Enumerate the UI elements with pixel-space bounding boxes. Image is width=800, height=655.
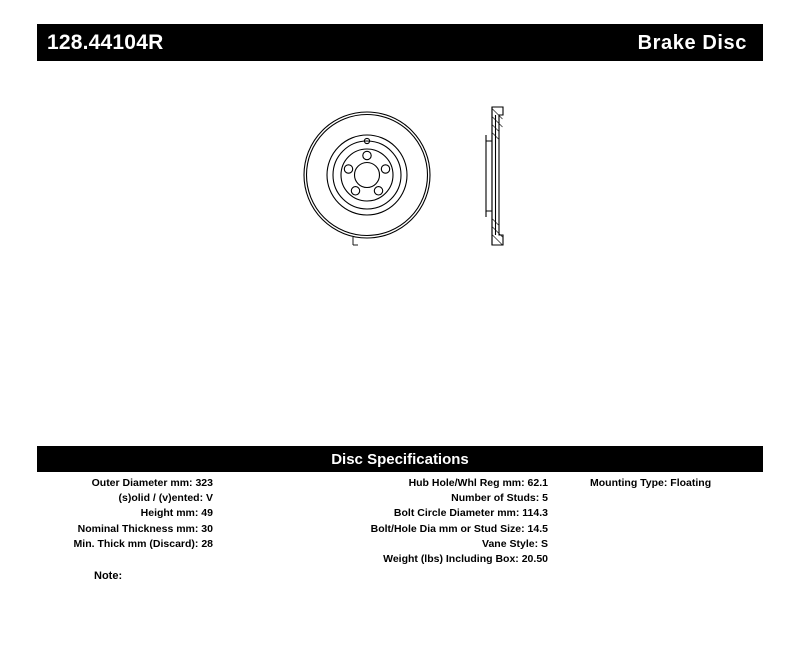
brake-disc-drawing: [287, 95, 577, 295]
spec-item: Hub Hole/Whl Reg mm: 62.1: [408, 477, 548, 489]
spec-item: Bolt Circle Diameter mm: 114.3: [393, 507, 548, 520]
spec-item: Number of Studs: 5: [451, 492, 548, 505]
spec-item: Min. Thick mm (Discard): 28: [73, 537, 213, 550]
spec-item: Weight (lbs) Including Box: 20.50: [383, 553, 548, 566]
spec-column-middle: [217, 476, 552, 567]
spec-item: Mounting Type: Floating: [590, 477, 712, 489]
header-bar: [37, 24, 763, 61]
spec-title-bar: [37, 446, 763, 472]
note-row: [37, 570, 763, 582]
part-number: 128.44104R: [47, 31, 164, 54]
technical-drawing-area: [37, 70, 763, 410]
spec-item: Outer Diameter mm: 323: [91, 477, 213, 489]
spec-column-left: [37, 476, 217, 567]
spec-column-right: [552, 476, 763, 567]
spec-item: (s)olid / (v)ented: V: [118, 492, 213, 505]
note-label: Note:: [94, 570, 123, 582]
spec-item: Nominal Thickness mm: 30: [77, 522, 213, 535]
spec-columns: [37, 476, 763, 567]
spec-item: Height mm: 49: [140, 507, 213, 520]
product-type-label: Brake Disc: [637, 31, 747, 54]
spec-item: Vane Style: S: [482, 537, 548, 550]
spec-title: Disc Specifications: [331, 450, 469, 468]
spec-item: Bolt/Hole Dia mm or Stud Size: 14.5: [370, 522, 548, 535]
